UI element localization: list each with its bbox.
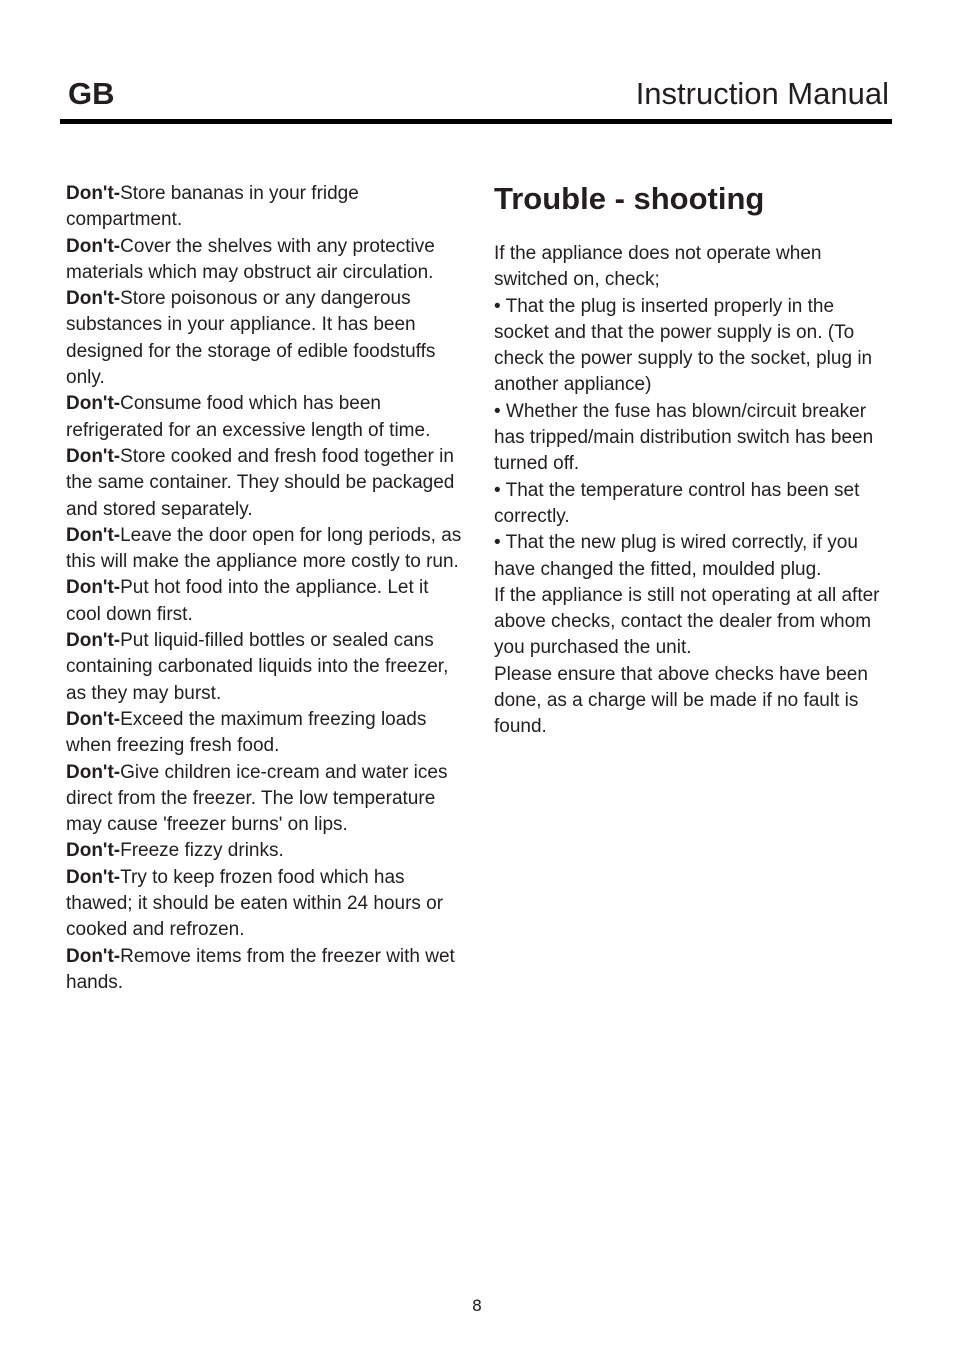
dont-text: Cover the shelves with any protective materials which may obstruct air circulation.	[66, 235, 435, 283]
dont-text: Put hot food into the appliance. Let it cool down first.	[66, 577, 429, 625]
dont-item	[66, 523, 466, 576]
dont-text: Remove items from the freezer with wet hands.	[66, 945, 455, 993]
dont-text: Store poisonous or any dangerous substances in your appliance. It has been designed for the storage of edible foodstuffs only.	[66, 288, 436, 389]
dont-item	[66, 575, 466, 628]
dont-prefix: Don't-	[66, 866, 121, 888]
dont-prefix: Don't-	[66, 945, 121, 967]
page-header	[60, 70, 892, 120]
dont-prefix: Don't-	[66, 630, 121, 652]
troubleshooting-section	[494, 176, 894, 741]
dont-item	[66, 865, 466, 944]
dont-prefix: Don't-	[66, 183, 121, 204]
dont-prefix: Don't-	[66, 288, 121, 310]
check-item: • That the plug is inserted properly in the socket and that the power supply is on. (To check the power supply to the socket, plug in another appliance)	[494, 295, 873, 396]
dont-text: Store cooked and fresh food together in the same container. They should be packaged and stored separately.	[66, 445, 455, 520]
dont-item	[66, 234, 466, 287]
dont-item	[66, 444, 466, 523]
dont-item	[66, 760, 466, 839]
header-divider	[60, 119, 892, 124]
dont-prefix: Don't-	[66, 840, 121, 862]
dont-text: Put liquid-filled bottles or sealed cans containing carbonated liquids into the freezer, as they may burst.	[66, 630, 449, 704]
language-code: GB	[68, 76, 115, 111]
donts-list	[66, 181, 466, 996]
dont-prefix: Don't-	[66, 235, 121, 257]
dont-prefix: Don't-	[66, 524, 121, 546]
dont-prefix: Don't-	[66, 577, 121, 599]
charge-note: Please ensure that above checks have been done, as a charge will be made if no fault is found.	[494, 663, 868, 738]
page-number: 8	[471, 1296, 483, 1315]
dont-text: Give children ice-cream and water ices direct from the freezer. The low temperature may cause 'freezer burns' on lips.	[66, 761, 448, 836]
dont-text: Exceed the maximum freezing loads when freezing fresh food.	[66, 708, 427, 757]
dont-text: Try to keep frozen food which has thawed; it should be eaten within 24 hours or cooked and refrozen.	[66, 866, 444, 941]
dont-item	[66, 628, 466, 707]
intro-text: If the appliance does not operate when switched on, check;	[494, 243, 822, 291]
check-item: • Whether the fuse has blown/circuit breaker has tripped/main distribution switch has been turned off.	[494, 400, 874, 475]
dont-item	[66, 707, 466, 760]
dont-prefix: Don't-	[66, 708, 121, 730]
dont-item	[66, 286, 466, 391]
dont-text: Consume food which has been refrigerated for an excessive length of time.	[66, 393, 431, 441]
dont-text: Leave the door open for long periods, as this will make the appliance more costly to run.	[66, 524, 462, 573]
dont-text: Freeze fizzy drinks.	[120, 840, 284, 862]
dont-item	[66, 181, 466, 234]
dont-item	[66, 838, 466, 864]
dont-item	[66, 944, 466, 997]
check-item: • That the temperature control has been set correctly.	[494, 479, 860, 527]
dont-prefix: Don't-	[66, 393, 121, 415]
dont-item	[66, 391, 466, 444]
document-title: Instruction Manual	[635, 76, 889, 111]
dont-text: Store bananas in your fridge compartment.	[66, 183, 359, 231]
dont-prefix: Don't-	[66, 761, 121, 783]
check-item: • That the new plug is wired correctly, if you have changed the fitted, moulded plug.	[494, 532, 858, 580]
after-checks-text: If the appliance is still not operating at all after above checks, contact the dealer from whom you purchased the unit.	[494, 584, 880, 659]
dont-prefix: Don't-	[66, 445, 121, 467]
section-title: Trouble - shooting	[494, 181, 765, 216]
